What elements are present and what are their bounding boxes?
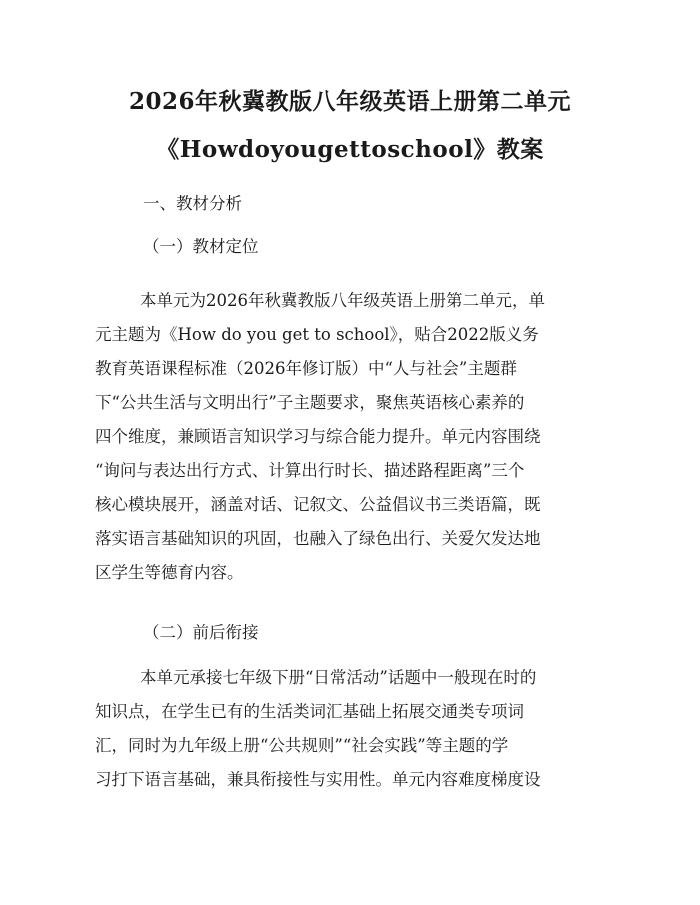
paragraph-line: 核心模块展开，涵盖对话、记叙文、公益倡议书三类语篇，既 <box>95 495 541 514</box>
paragraph-line: 汇，同时为九年级上册“公共规则”“社会实践”等主题的学 <box>95 736 509 755</box>
paragraph-line: 四个维度，兼顾语言知识学习与综合能力提升。单元内容围绕 <box>95 427 541 446</box>
paragraph-line: 习打下语言基础，兼具衔接性与实用性。单元内容难度梯度设 <box>95 770 541 789</box>
paragraph-line: 知识点，在学生已有的生活类词汇基础上拓展交通类专项词 <box>95 702 524 721</box>
paragraph-line: 本单元承接七年级下册“日常活动”话题中一般现在时的 <box>140 668 537 687</box>
subsection-heading-positioning: （一）教材定位 <box>143 237 259 256</box>
subsection-heading-connection: （二）前后衔接 <box>143 623 259 642</box>
paragraph-line: 本单元为2026年秋冀教版八年级英语上册第二单元，单 <box>140 291 545 310</box>
paragraph-line: 落实语言基础知识的巩固，也融入了绿色出行、关爱欠发达地 <box>95 529 541 548</box>
document-title-line2: 《Howdoyougettoschool》教案 <box>156 136 544 163</box>
paragraph-line: 区学生等德育内容。 <box>95 563 244 582</box>
paragraph-line: “询问与表达出行方式、计算出行时长、描述路程距离”三个 <box>95 461 525 480</box>
section-heading-textbook-analysis: 一、教材分析 <box>143 194 242 213</box>
paragraph-line: 元主题为《How do you get to school》，贴合2022版义务 <box>95 325 539 344</box>
paragraph-connection <box>95 661 605 797</box>
paragraph-line: 下“公共生活与文明出行”子主题要求，聚焦英语核心素养的 <box>95 393 525 412</box>
paragraph-positioning <box>95 284 605 590</box>
document-title-line1: 2026年秋冀教版八年级英语上册第二单元 <box>128 88 571 115</box>
paragraph-line: 教育英语课程标准（2026年修订版）中“人与社会”主题群 <box>95 359 517 378</box>
